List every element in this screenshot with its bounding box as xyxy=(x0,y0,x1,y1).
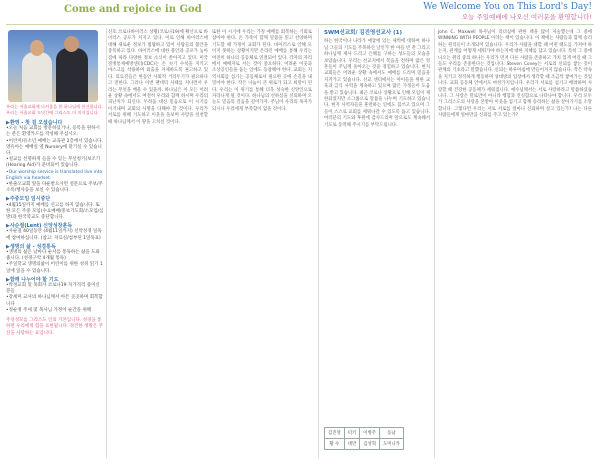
welcome-subtitle: 오늘 주일예배에 나오신 여러분을 환영합니다! xyxy=(461,13,592,21)
section-heading: ▶주중모임 임시중단 xyxy=(6,196,51,203)
announcement-line: •4월15일까지 예배를 신고를 하지 않습니다. 또한 모든 주중 모임(수요예배/중보기도회/소모임/심방)과 한국학교도 중단합니다. xyxy=(6,202,104,221)
announcement-line: •주일학교 생명의삶이 어린이를 위한 성경 읽기 1일에 읽을 수 있습니다. xyxy=(6,262,103,274)
announcement-line: •한줄오교회 앞을 다운받으시면 설문으로 주보/주소록/행사등을 보실 수 있습니다. xyxy=(6,182,103,194)
table-cell: 도미니카 xyxy=(379,439,403,450)
table-row xyxy=(325,428,404,439)
announcement-section xyxy=(6,196,104,221)
table-cell: 김성혁 xyxy=(360,439,380,450)
announcement-line: •생명의 삶은 날마다 순서를 통독하는 삶을 도와줍니다. (성경구약 4개월 통독) xyxy=(6,250,100,262)
column-divider xyxy=(106,28,107,458)
column-of-article: 신호 코로나바이러스 상황(코로나19)에 확산으로 바이러스 공포가 커지고 있다. 이로 인해 바이러스에 대해 새로운 정보가 범람하고 있어 사람들의 불안을 증폭하고 있다. 바이러스에 대한 불안과 공포가 높아짐에 따라 다양한 정보 소식이 쏟아지고 있다. 미국 질병통제예방센터(CDC)는 손 씻기 수칙을 지키고 마스크를 착용하며 외출을 자제하도록 권고하고 있다. 의료진들은 한동안 사회적 거리두기가 필요하다고 전한다. 그러나 이번 팬데믹 사태를 지나면서 우리는 무엇을 배울 수 있을까. 하나님은 이 모든 어려운 상황 속에서도 여전히 우리와 함께 하시며 우리의 피난처가 되신다. 두려움 대신 믿음으로 이 시기를 이겨내며 교회의 사명을 다해야 할 것이다. 우리가 서로를 위해 기도하고 이웃을 돌보며 사랑을 실천할 때 하나님께서 이 땅을 고치실 것이다. xyxy=(108,30,208,125)
announcement-line: •정순정 주세 및 목사님 가정이 순간을 위해 xyxy=(6,307,92,313)
section-heading: ▶사순절(Lent) 신앙성장훈독 xyxy=(6,223,73,230)
mission-report-body: 하는 한국이나 나라가 애굽에 있는 새벽에 대하여 하나님 그들의 기도를 주목하신 날인가 한 아들 빈 잔 그리고 하나님께 제사 드리고 은혜를 구하는 성도들의 모습을 보았습니다. 우리는 선교지에서 복음을 전하며 많은 영혼들이 주님께 돌아오는 것을 경험하고 있습니다. 현지 교회들은 어려운 상황 속에서도 예배를 드리며 믿음을 지켜가고 있습니다. 선교 센터에서는 아이들을 위한 교육과 급식 사역을 계속하고 있으며 많은 가정들이 도움을 받고 있습니다. 최근 코로나 상황으로 인해 모임이 제한되었지만 소그룹으로 말씀을 나누며 기도하고 있습니다. 현지 사역자들을 훈련하는 일에도 힘쓰고 있으며 그들이 스스로 교회를 세워나갈 수 있도록 돕고 있습니다. 여러분의 기도와 후원에 감사드리며 앞으로도 계속해서 기도로 동역해 주시기를 부탁드립니다. xyxy=(324,39,430,128)
announcement-line: •어린이/유소년 예배는 교육관 2층에서 있습니다. 영유아는 예배실 옆 Nursery에 맡기실 수 있습니다. xyxy=(6,138,103,157)
table-row xyxy=(325,439,404,450)
announcement-section xyxy=(6,244,104,275)
photo-caption xyxy=(6,104,104,115)
column-of-article: 또한 이 시기에 우리는 가정 예배를 회복하는 기회로 삼아야 한다. 온 가족이 함께 말씀을 읽고 찬양하며 기도할 때 가정이 교회가 된다. 바이러스로 인해 모이지 못하는 상황이지만 온라인 예배를 통해 우리는 여전히 하나의 공동체로 연결되어 있다. 각자의 자리에서 예배자로 서는 것이 중요하다. 어려운 이웃과 소상공인들을 돕는 일에도 동참해야 한다. 교회는 지역사회를 섬기는 공동체로서 필요한 곳에 손길을 내밀어야 한다. 작은 나눔이 큰 위로가 되고 희망이 된다. 우리는 이 위기를 통해 더욱 성숙한 신앙인으로 자라나게 될 것이다. 하나님의 선하심을 신뢰하며 오늘도 믿음의 걸음을 걸어가자. 주님이 우리의 목자가 되시니 우리에게 부족함이 없을 것이다. xyxy=(212,30,312,112)
announcement-line: •오늘 처음 교회를 방문하셨거나, 등록을 원하시는 분은 환영카드를 작성해 주십시오. xyxy=(6,126,100,138)
section-heading: ▶생명의 삶 - 성경통독 xyxy=(6,243,56,250)
announcement-line-english: •Our worship service is translated live into English via headset. xyxy=(6,169,103,181)
table-cell: 김진영 xyxy=(325,428,345,439)
photo-caption-line: 우리는 서울교회에 다셔움을 한 하나님에 헌신합니다. xyxy=(6,104,103,109)
section-heading: ▶함께 나누어야 할 기도 xyxy=(6,276,59,283)
announcement-section xyxy=(6,223,104,242)
announcement-line: •사순절 40일동안 (4월11일까지) 신약성경 일독에 참여하십니다. (참고: 자료실/첨부된 1일독표) xyxy=(6,229,102,241)
pastor-photo xyxy=(8,30,98,102)
welcome-title: We Welcome You on This Lord's Day! xyxy=(423,2,592,12)
missionary-schedule-table xyxy=(324,427,404,450)
table-cell: 대만 xyxy=(344,439,359,450)
announcement-line: •설교를 선명하게 들을 수 있는 무선청기(보조기(Hearing Aid)가 준비되어 있습니다. xyxy=(6,157,101,169)
photo-caption-line: 우리는 서울교회 도넛간에 그리스도 미 치지입니다. xyxy=(6,109,99,115)
bulletin-title-right xyxy=(423,2,592,22)
table-cell: 황 수 xyxy=(325,439,345,450)
column-divider xyxy=(434,28,435,458)
section-heading: ▶환영 - 첫 걸 오셨습니다 xyxy=(6,120,63,126)
announcement-section xyxy=(6,277,104,314)
pastor-column: John C. Maxwell 목사님이 리더십에 관한 책을 많이 저술했는데 그 중에 WINNING WITH PEOPLE 이라는 책이 있습니다. 이 책에는 사람들과 함께 승리하는 원리들이 소개되어 있습니다. 우리가 사람을 대할 때 어떤 태도를 가져야 하는지, 관계를 어떻게 세워가야 하는지에 대한 지혜를 담고 있습니다. 특히 그 중에 나오는 원리 중의 하나는 우리가 먼저 다른 사람을 존중하고 가치 있게 여길 때 그들도 우리를 존중한다는 것입니다. Steven Covey는 서로의 신뢰를 쌓는 것이 관계의 기초라고 말했습니다. 신뢰는 하루아침에 만들어지지 않습니다. 작은 약속을 지키고 정직하게 행동하며 상대방의 입장에서 생각할 때 조금씩 쌓여가는 것입니다. 교회 공동체 안에서도 마찬가지입니다. 우리가 서로를 섬기고 배려하며 사랑할 때 건강한 공동체가 세워집니다. 예수님께서는 서로 사랑하라고 말씀하셨습니다. 그 사랑은 말로만이 아니라 행함과 진실함으로 나타나야 합니다. 우리 모두가 그리스도의 사랑을 본받아 이웃을 섬기고 함께 승리하는 삶을 살아가기를 소망합니다. 그렇다면 우리는 서로 서로를 얼마나 신뢰하며 살고 있는가? 나는 다른 사람들에게 얼마만큼 신뢰를 주고 있는가? xyxy=(438,30,592,119)
announcement-section xyxy=(6,120,104,157)
table-cell: 이병주 xyxy=(360,428,380,439)
header-divider xyxy=(6,24,594,25)
announcement-line: •강세미 교사의 하나님께서 아픈 곳곳하며 회복합니다 xyxy=(6,295,103,307)
mission-report-title: SWM선교회/ 김진영선교사 (1) xyxy=(324,30,403,36)
table-cell: 동남 xyxy=(379,428,403,439)
announcement-section xyxy=(6,157,104,194)
announcement-line: •박정교회 및 목회자 코로나19 자가격리 중이신 분들 xyxy=(6,283,100,295)
column-divider xyxy=(318,28,319,458)
footer-verse: 주성성모를 그리스도 인의 기본입니다. 성경을 통하면 우리에게 힘을 표현됩니다. 경건한 생활은 주신을 사랑하는 표입니다. xyxy=(6,318,103,336)
table-cell: 터키 xyxy=(344,428,359,439)
announcements-column xyxy=(6,118,104,337)
bulletin-title-left: Come and rejoice in God xyxy=(64,4,202,15)
mission-report xyxy=(324,30,430,129)
